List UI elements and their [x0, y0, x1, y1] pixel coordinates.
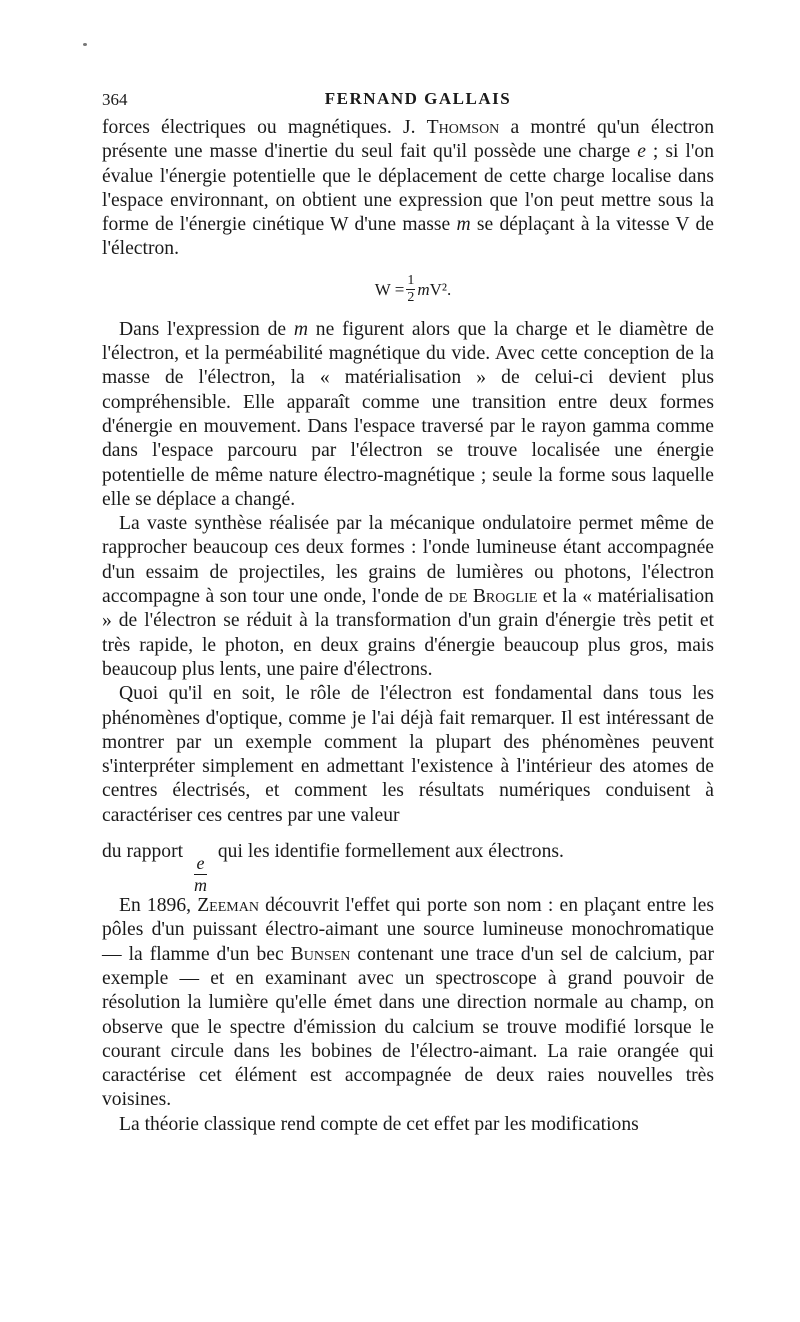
math-symbol-m: m: [456, 214, 471, 236]
ratio-denominator: m: [193, 875, 207, 896]
page-number: 364: [102, 90, 128, 109]
paragraph-5: [102, 894, 714, 1113]
text-run: découvrit l'effet qui porte son nom : en plaçant entre les pôles d'un puissant électro-aimant une source lumineuse monochromatique — la flamme d'un bec: [102, 895, 714, 965]
text-run: du rapport: [102, 841, 188, 863]
text-run: qui les identifie formellement aux électrons.: [212, 841, 564, 863]
text-run: se déplaçant à la vitesse V de l'électron.: [102, 214, 714, 260]
math-symbol-m: m: [293, 318, 309, 340]
text-run: ne figurent alors que la charge et le diamètre de l'électron, et la perméabilité magnétique du vide. Avec cette conception de la masse de l'électron, la « matérialisation » de celui-ci devient plus compréhensible. Elle apparaît comme une transition entre deux formes d'énergie en mouvement. Dans l'espace traversé par le rayon gamma comme dans l'espace parcouru par l'électron se trouve localisée une énergie potentielle de même nature électro-magnétique ; seule la forme sous laquelle elle se déplace a changé.: [102, 318, 714, 510]
text-run: La vaste synthèse réalisée par la mécanique ondulatoire permet même de rapprocher beaucoup ces deux formes : l'onde lumineuse étant accompagnée d'un essaim de projectiles, les grains de lumières ou photons, l'électron accompagne à son tour une onde, l'onde de: [102, 513, 714, 608]
text-run: a montré qu'un électron présente une masse d'inertie du seul fait qu'il possède une charge: [102, 117, 714, 163]
text-run: et la « matérialisation » de l'électron se réduit à la transformation d'un grain d'énergie très petit et très rapide, le photon, en deux grains d'énergie beaucoup plus gros, mais beaucoup plus lents, une paire d'électrons.: [102, 586, 714, 680]
text-run: En 1896,: [119, 895, 198, 917]
kinetic-energy-formula: [102, 262, 714, 318]
paragraph-4: [102, 682, 714, 828]
fraction-denominator: 2: [407, 290, 415, 306]
text-run: Quoi qu'il en soit, le rôle de l'électron est fondamental dans tous les phénomènes d'optique, comme je l'ai déjà fait remarquer. Il est intéressant de montrer par un exemple comment la plupart des phénomènes peuvent s'interpréter simplement en admettant l'existence à l'intérieur des atomes de centres électrisés, et comment les résultats numériques conduisent à caractériser ces centres par une valeur: [102, 683, 714, 826]
author-name-bunsen: Bunsen: [290, 943, 351, 965]
text-run: ; si l'on évalue l'énergie potentielle que le déplacement de cette charge localise dans l'espace environnant, on obtient une expression que l'on peut mettre sous la forme de l'énergie cinétique W d'une masse: [102, 141, 715, 236]
fraction-numerator: 1: [407, 273, 415, 289]
ratio-numerator: e: [196, 853, 205, 874]
formula-mass: m: [417, 279, 430, 299]
text-run: La théorie classique rend compte de cet effet par les modifications: [119, 1113, 639, 1135]
author-name-zeeman: Zeeman: [197, 895, 259, 917]
formula-velocity-squared: V².: [429, 279, 452, 299]
body-text: [102, 116, 714, 1137]
print-speck: [83, 43, 87, 46]
text-run: contenant une trace d'un sel de calcium, par exemple — et en examinant avec un spectroscope à grand pouvoir de résolution la lumière qu'elle émet dans une direction normale au champ, on observe que le spectre d'émission du calcium se trouve modifié lorsque le courant circule dans les bobines de l'électro-aimant. La raie orangée qui caractérise cet élément est accompagnée de deux raies nouvelles très voisines.: [102, 943, 714, 1111]
text-run: Dans l'expression de: [119, 318, 294, 340]
paragraph-2: [102, 318, 714, 512]
text-run: forces électriques ou magnétiques. J.: [102, 117, 427, 138]
ratio-e-over-m: [194, 854, 207, 894]
page-header: [102, 80, 714, 116]
running-title: FERNAND GALLAIS: [324, 89, 512, 108]
paragraph-3: [102, 512, 714, 682]
author-name-de-broglie: de Broglie: [448, 586, 538, 608]
paragraph-1: [102, 116, 714, 262]
author-name-thomson: Thomson: [426, 117, 500, 138]
fraction-one-half: [406, 274, 415, 305]
paragraph-6: [102, 1113, 714, 1137]
math-symbol-e: e: [637, 141, 646, 163]
formula-lhs: W =: [374, 279, 405, 299]
paragraph-4-ratio-line: [102, 840, 714, 894]
